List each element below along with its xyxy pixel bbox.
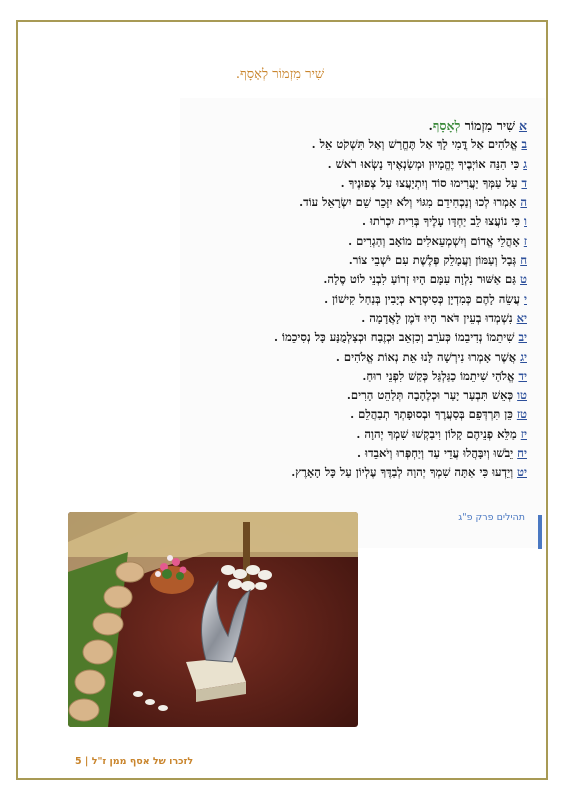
verse-text: אָהֳלֵי אֱדוֹם וְיִשְׁמְעֵאלִים מוֹאָב וְהַגְרִים .: [348, 233, 520, 248]
verse-text: אֲשֶׁר אָמְרוּ נִירְשָׁה לָּנוּ אֵת נְאוֹת אֱלֹהִים .: [335, 349, 517, 364]
verse-number: יז: [520, 426, 527, 441]
verse-number: ג: [523, 156, 527, 171]
verse-text: אָמְרוּ לְכוּ וְנַכְחִידֵם מִגּוֹי וְלֹא יִזָּכֵר שֵׁם יִשְׂרָאֵל עוֹד.: [299, 195, 517, 210]
verse-15: [60, 386, 527, 405]
verse-text: גְּבָל וְעַמּוֹן וַעֲמָלֵק פְּלֶשֶׁת עִם יֹשְׁבֵי צוֹר.: [348, 253, 517, 268]
verse-8: [60, 251, 527, 270]
verse-number: ה: [520, 195, 527, 210]
verse-1: [60, 116, 527, 135]
verse-19: [60, 463, 527, 482]
verse-4: [60, 174, 527, 193]
verse-text: גַּם אַשּׁוּר נִלְוָה עִמָּם הָיוּ זְרוֹעַ לִבְנֵי לוֹט סֶלָה.: [323, 272, 517, 287]
verse-number: א: [518, 118, 527, 133]
verse-text: אֱלֹהִים אַל דֳּמִי לָךְ אַל תֶּחֱרַשׁ וְאַל תִּשְׁקֹט אֵל .: [311, 137, 518, 152]
garden-illustration: [68, 512, 358, 727]
verse-number: ד: [521, 175, 527, 190]
verse-number: יח: [517, 446, 527, 461]
verse-text: כִּי הִנֵּה אוֹיְבֶיךָ יֶהֱמָיוּן וּמְשַׂנְאֶיךָ נָשְׂאוּ רֹאשׁ .: [327, 156, 520, 171]
accent-bar: [538, 515, 542, 549]
verse-6: [60, 212, 527, 231]
verse-text: שִׁיר מִזְמוֹר: [460, 118, 515, 133]
verse-18: [60, 444, 527, 463]
verse-text: וְיֵדְעוּ כִּי אַתָּה שִׁמְךָ יְהוָה לְבַדֶּךָ עֶלְיוֹן עַל כָּל הָאָרֶץ.: [291, 465, 514, 480]
verse-17: [60, 425, 527, 444]
verse-text: כֵּן תִּרְדְּפֵם בְּסַעֲרֶךָ וּבְסוּפָתְךָ תְבַהֲלֵם .: [350, 407, 513, 422]
verse-number: י: [523, 291, 527, 306]
verse-number: יד: [518, 368, 527, 383]
verse-7: [60, 232, 527, 251]
source-reference: תהילים פרק פ"ג: [458, 512, 525, 523]
verse-number: יא: [516, 310, 527, 325]
verse-text-end: .: [428, 118, 433, 133]
verse-highlight: לְאָסָף: [432, 118, 461, 133]
verse-number: טו: [517, 388, 527, 403]
verse-text: שִׁיתֵמוֹ נְדִיבֵמוֹ כְּעֹרֵב וְכִזְאֵב וּכְזֶבַח וּכְצַלְמֻנָּע כָּל נְסִיכֵמוֹ .: [274, 330, 515, 345]
verse-13: [60, 348, 527, 367]
verse-16: [60, 405, 527, 424]
verse-5: [60, 193, 527, 212]
verse-number: יב: [518, 330, 527, 345]
psalm-verses: [60, 116, 527, 483]
verse-text: כְּאֵשׁ תִּבְעַר יָעַר וּכְלֶהָבָה תְּלַהֵט הָרִים.: [346, 388, 514, 403]
memorial-garden-photo: [68, 512, 358, 727]
verse-11: [60, 309, 527, 328]
verse-text: עַל עַמְּךָ יַעֲרִימוּ סוֹד וְיִתְיָעֲצוּ עַל צְפוּנֶיךָ .: [340, 175, 518, 190]
verse-number: ח: [520, 253, 527, 268]
verse-text: יֵבֹשׁוּ וְיִבָּהֲלוּ עֲדֵי עַד וְיַחְפְּרוּ וְיֹאבֵדוּ .: [357, 446, 514, 461]
verse-number: יג: [520, 349, 527, 364]
verse-text: מַלֵּא פְנֵיהֶם קָלוֹן וִיבַקְשׁוּ שִׁמְךָ יְהוָה .: [356, 426, 517, 441]
verse-2: [60, 135, 527, 154]
verse-text: עֲשֵׂה לָהֶם כְּמִדְיָן כְּסִיסְרָא כְיָבִין בְּנַחַל קִישׁוֹן .: [324, 291, 520, 306]
verse-number: ו: [524, 214, 527, 229]
verse-9: [60, 270, 527, 289]
verse-text: נִשְׁמְדוּ בְעֵין דֹּאר הָיוּ דֹּמֶן לָאֲדָמָה .: [361, 310, 513, 325]
verse-14: [60, 367, 527, 386]
verse-number: טז: [516, 407, 527, 422]
page-title: שִׁיר מִזְמוֹר לְאָסָף.: [235, 67, 325, 82]
verse-number: ז: [523, 233, 527, 248]
verse-number: ב: [521, 137, 527, 152]
page-footer: לזכרו של אסף ממן ז"ל | 5: [75, 756, 194, 767]
verse-text: כִּי נוֹעֲצוּ לֵב יַחְדָּו עָלֶיךָ בְּרִית יִכְרֹתוּ .: [361, 214, 521, 229]
verse-number: יט: [517, 465, 527, 480]
verse-3: [60, 155, 527, 174]
verse-number: ט: [520, 272, 527, 287]
verse-12: [60, 328, 527, 347]
verse-10: [60, 290, 527, 309]
verse-text: אֱלֹהַי שִׁיתֵמוֹ כַגַּלְגַּל כְּקַשׁ לִפְנֵי רוּחַ.: [362, 368, 515, 383]
